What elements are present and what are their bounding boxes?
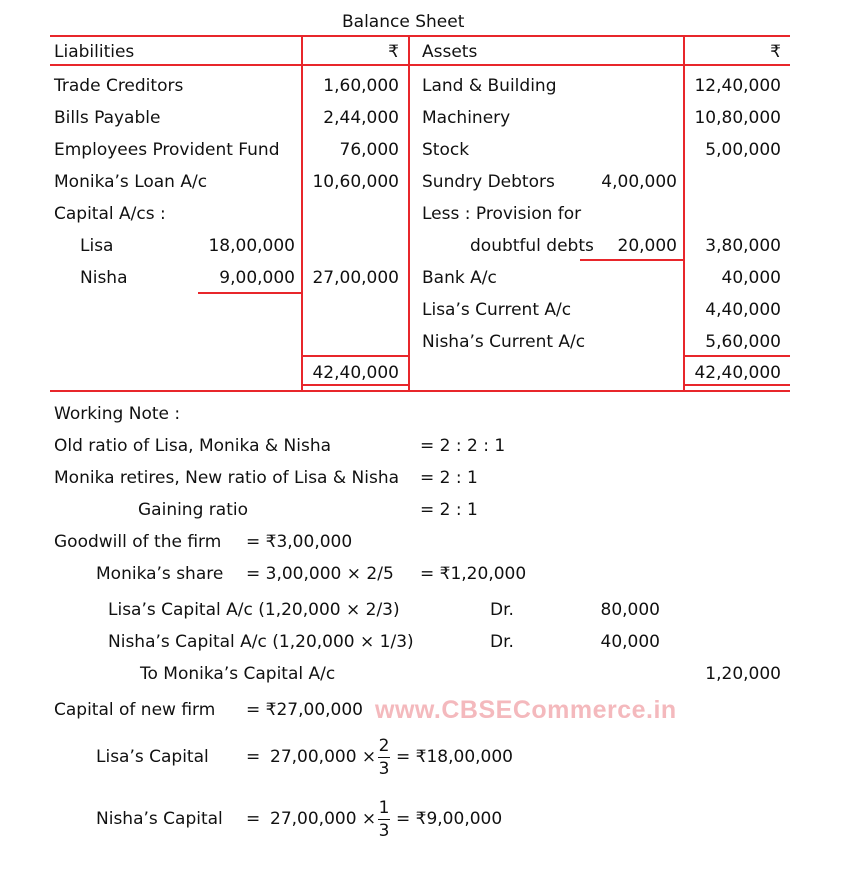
journal-credit: 1,20,000	[705, 664, 781, 684]
journal-dr: Dr.	[490, 632, 514, 652]
new-capital-value: = ₹27,00,000	[246, 700, 363, 720]
ratio-label: Monika retires, New ratio of Lisa & Nisha	[54, 468, 400, 488]
capital-partner-sub: 9,00,000	[219, 268, 295, 288]
header-bottom-rule	[50, 64, 790, 66]
journal-dr: Dr.	[490, 600, 514, 620]
journal-debit: 40,000	[600, 632, 660, 652]
fraction-denominator: 3	[378, 821, 390, 841]
asset-label: Land & Building	[422, 76, 557, 96]
liab-total-double-rule	[301, 384, 409, 386]
asset-total-double-rule	[683, 384, 790, 386]
asset-label: doubtful debts	[470, 236, 594, 256]
rupee-header-assets: ₹	[770, 42, 781, 62]
asset-amount: 12,40,000	[694, 76, 781, 96]
new-capital-label: Capital of new firm	[54, 700, 216, 720]
fraction-denominator: 3	[378, 759, 390, 779]
provision-subtotal-rule	[580, 259, 684, 261]
ratio-value: = 2 : 2 : 1	[420, 436, 506, 456]
journal-account: Nisha’s Capital A/c (1,20,000 × 1/3)	[108, 632, 414, 652]
ratio-value: = 2 : 1	[420, 500, 478, 520]
partner-capital-result: = ₹9,00,000	[396, 809, 503, 829]
partner-capital-label: Nisha’s Capital	[96, 809, 223, 829]
ratio-label: Gaining ratio	[138, 500, 248, 520]
capital-subtotal-rule	[198, 292, 302, 294]
fraction-numerator: 1	[378, 798, 390, 818]
liability-label: Bills Payable	[54, 108, 161, 128]
ratio-label: Old ratio of Lisa, Monika & Nisha	[54, 436, 332, 456]
journal-account: To Monika’s Capital A/c	[140, 664, 336, 684]
asset-amount: 10,80,000	[694, 108, 781, 128]
table-bottom-rule	[50, 390, 790, 392]
partner-capital-label: Lisa’s Capital	[96, 747, 209, 767]
liability-amount: 1,60,000	[323, 76, 399, 96]
asset-sub-amount: 4,00,000	[601, 172, 677, 192]
fraction-bar	[378, 757, 390, 758]
asset-sub-amount: 20,000	[617, 236, 677, 256]
asset-label: Bank A/c	[422, 268, 497, 288]
capital-total: 27,00,000	[312, 268, 399, 288]
liability-label: Employees Provident Fund	[54, 140, 280, 160]
liabilities-header: Liabilities	[54, 42, 135, 62]
rupee-header-liabilities: ₹	[388, 42, 399, 62]
asset-amount: 5,60,000	[705, 332, 781, 352]
fraction-numerator: 2	[378, 736, 390, 756]
partner-capital-base: 27,00,000 ×	[270, 747, 377, 767]
asset-amount: 3,80,000	[705, 236, 781, 256]
partner-capital-result: = ₹18,00,000	[396, 747, 513, 767]
asset-label: Lisa’s Current A/c	[422, 300, 572, 320]
goodwill-label: Goodwill of the firm	[54, 532, 222, 552]
assets-total: 42,40,000	[694, 363, 781, 383]
asset-amount: 4,40,000	[705, 300, 781, 320]
liabilities-total: 42,40,000	[312, 363, 399, 383]
ratio-value: = 2 : 1	[420, 468, 478, 488]
capital-partner-label: Nisha	[80, 268, 128, 288]
fraction-bar	[378, 819, 390, 820]
monika-share-result: = ₹1,20,000	[420, 564, 527, 584]
watermark: www.CBSECommerce.in	[375, 696, 677, 724]
monika-share-label: Monika’s share	[96, 564, 224, 584]
asset-amount: 5,00,000	[705, 140, 781, 160]
asset-label: Less : Provision for	[422, 204, 582, 224]
asset-amount: 40,000	[721, 268, 781, 288]
journal-account: Lisa’s Capital A/c (1,20,000 × 2/3)	[108, 600, 400, 620]
working-note-heading: Working Note :	[54, 404, 181, 424]
assets-header: Assets	[422, 42, 478, 62]
table-top-rule	[50, 35, 790, 37]
asset-label: Sundry Debtors	[422, 172, 555, 192]
column-divider-rule	[408, 35, 410, 392]
asset-label: Machinery	[422, 108, 511, 128]
liability-label: Trade Creditors	[54, 76, 184, 96]
capital-partner-sub: 18,00,000	[208, 236, 295, 256]
page-title: Balance Sheet	[342, 12, 465, 32]
liability-label: Monika’s Loan A/c	[54, 172, 208, 192]
liability-amount: 10,60,000	[312, 172, 399, 192]
monika-share-expression: = 3,00,000 × 2/5	[246, 564, 394, 584]
goodwill-value: = ₹3,00,000	[246, 532, 353, 552]
capital-heading: Capital A/cs :	[54, 204, 166, 224]
liability-amount: 76,000	[339, 140, 399, 160]
equals-sign: =	[246, 747, 261, 767]
asset-label: Nisha’s Current A/c	[422, 332, 586, 352]
asset-total-top-rule	[683, 355, 790, 357]
capital-partner-label: Lisa	[80, 236, 114, 256]
liab-total-top-rule	[301, 355, 409, 357]
liability-amount: 2,44,000	[323, 108, 399, 128]
partner-capital-base: 27,00,000 ×	[270, 809, 377, 829]
asset-label: Stock	[422, 140, 470, 160]
equals-sign: =	[246, 809, 261, 829]
journal-debit: 80,000	[600, 600, 660, 620]
